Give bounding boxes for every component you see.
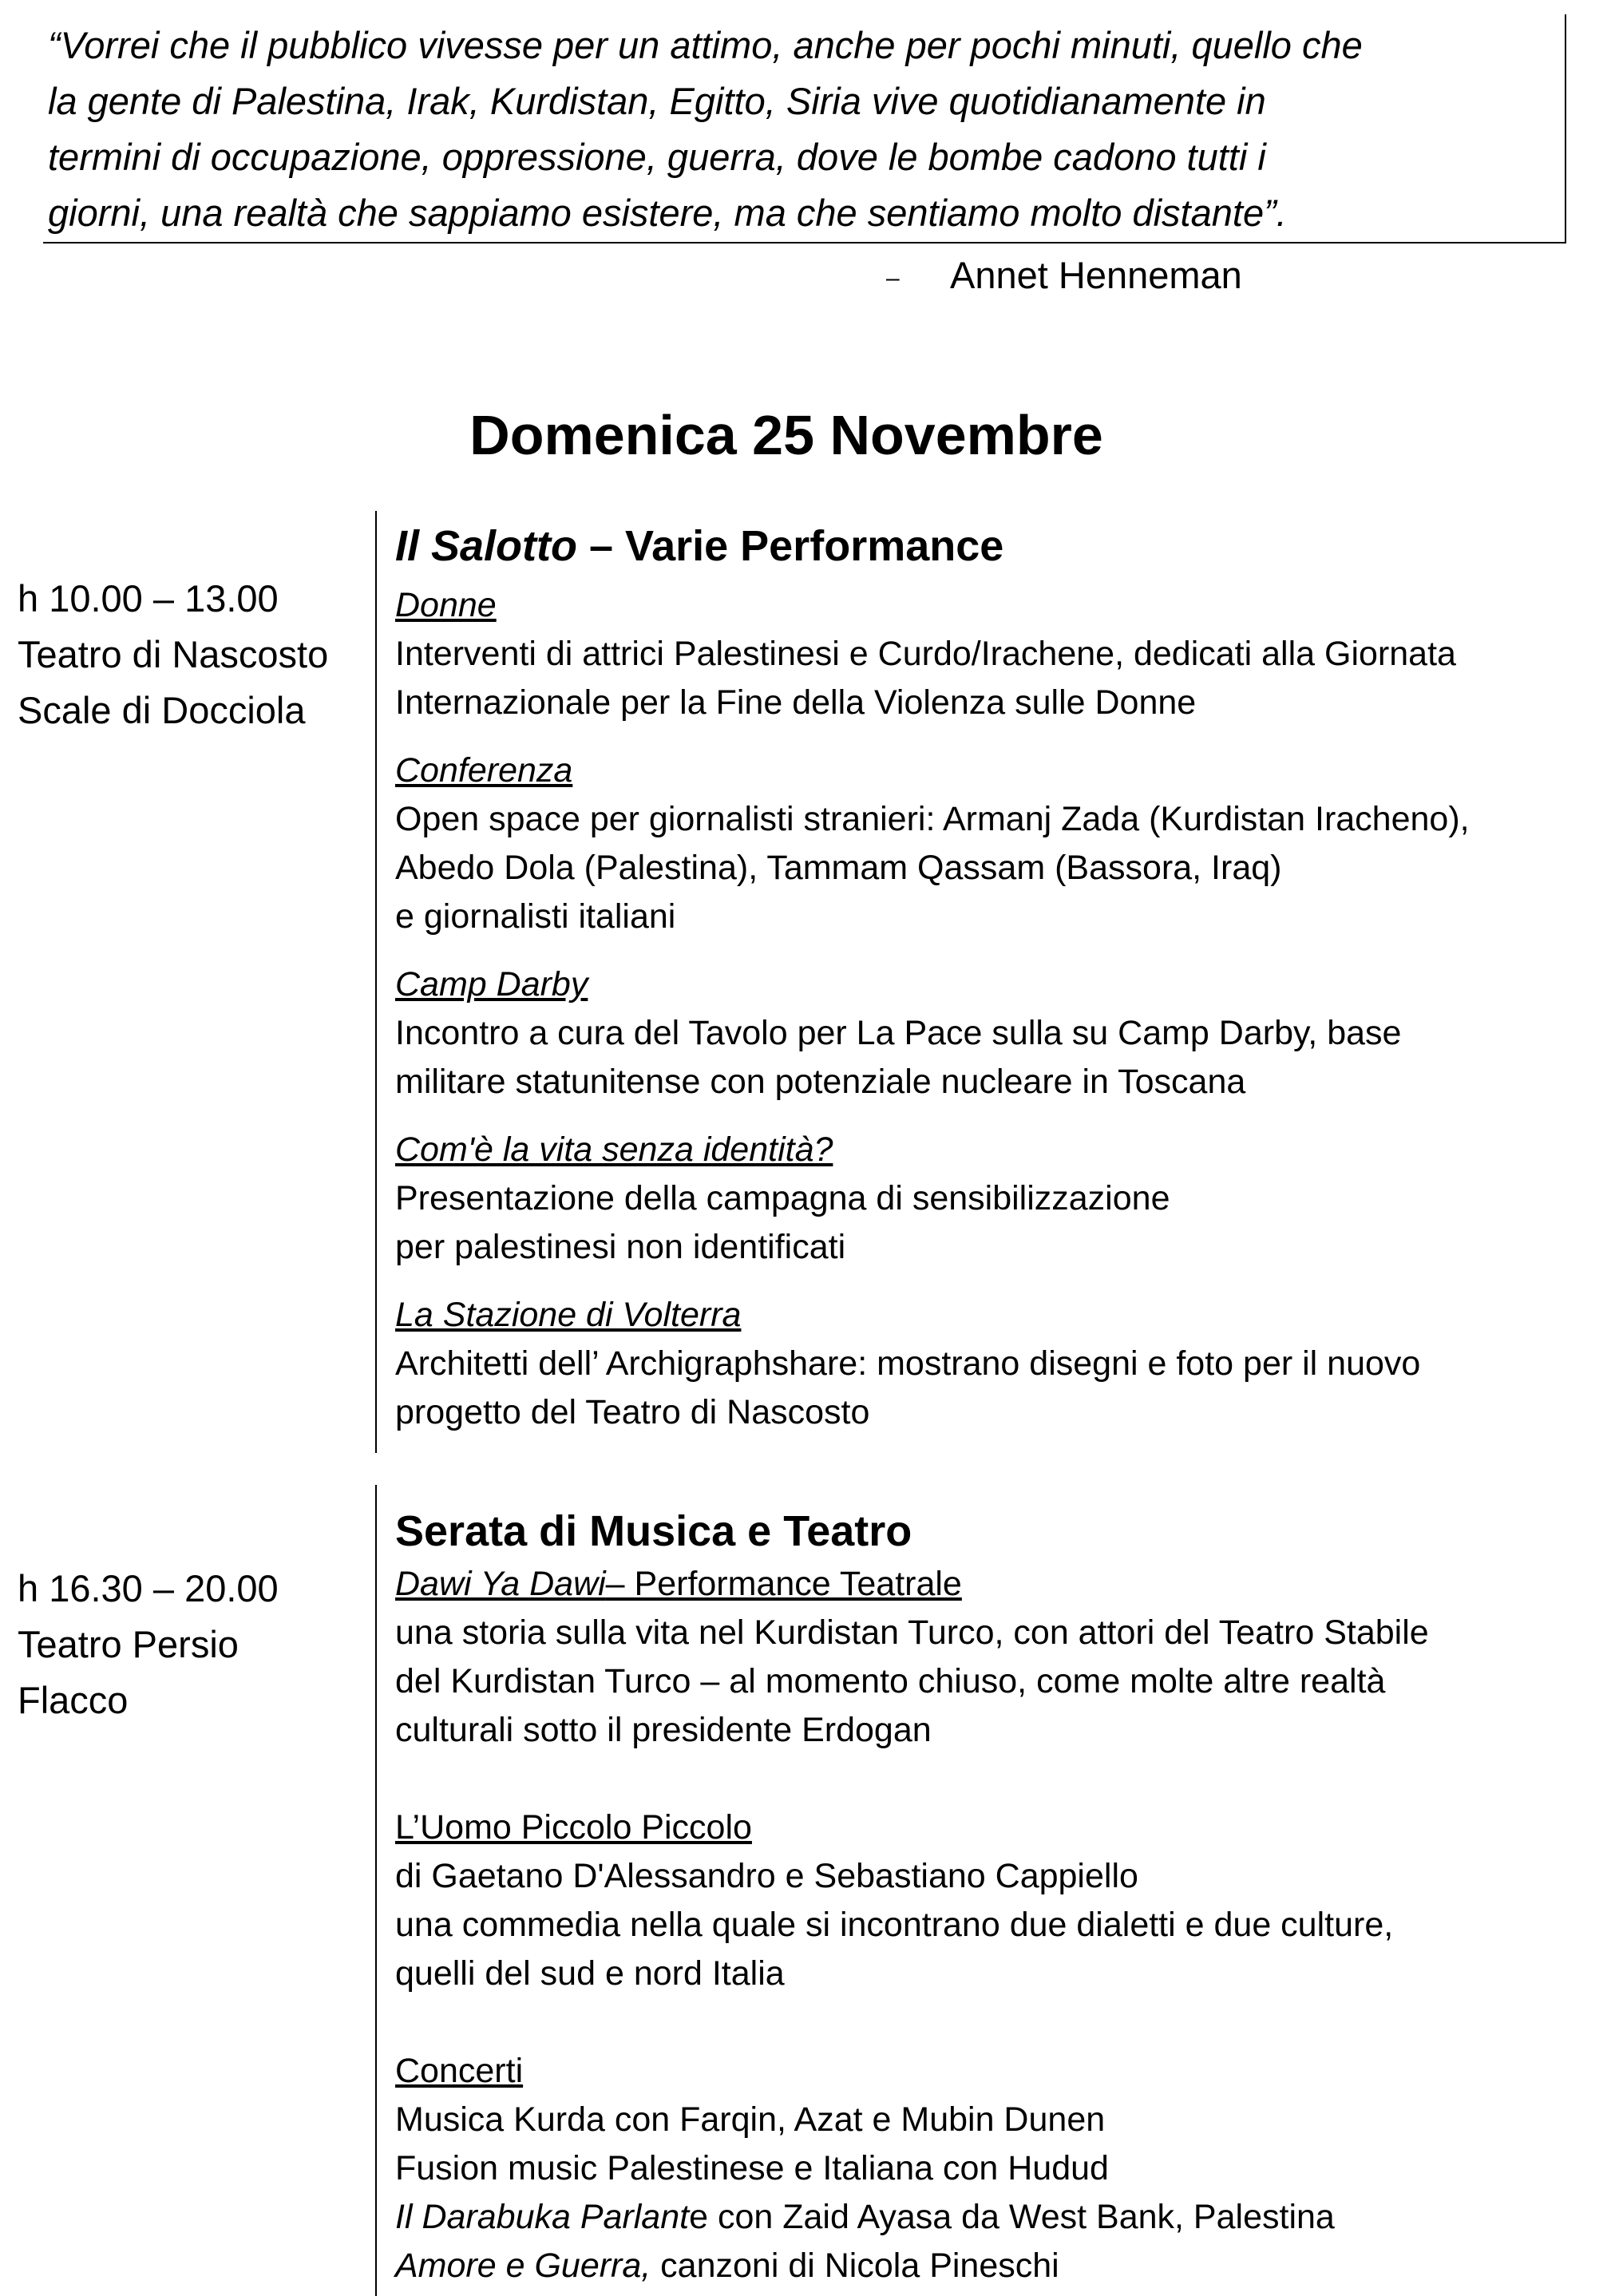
- item-title: Com'è la vita senza identità?: [395, 1130, 833, 1169]
- line-italic: Il Darabuka Parlant: [395, 2198, 690, 2236]
- item-line: Architetti dell’ Archigraphshare: mostrano disegni e foto per il nuovo: [395, 1344, 1421, 1383]
- item-line: progetto del Teatro di Nascosto: [395, 1393, 870, 1431]
- item-line: Musica Kurda con Farqin, Azat e Mubin Dunen: [395, 2100, 1106, 2139]
- block2-place: Flacco: [18, 1679, 129, 1721]
- item-line: una commedia nella quale si incontrano due dialetti e due culture,: [395, 1906, 1394, 1944]
- item-line: Interventi di attrici Palestinesi e Curdo/Irachene, dedicati alla Giornata: [395, 635, 1456, 673]
- author-dash: –: [886, 264, 900, 291]
- item-line: Internazionale per la Fine della Violenza sulle Donne: [395, 683, 1197, 722]
- item-line: Presentazione della campagna di sensibilizzazione: [395, 1179, 1170, 1217]
- program-item: [395, 1126, 1593, 1272]
- block1-time: h 10.00 – 13.00: [18, 577, 279, 620]
- program-item: [395, 746, 1593, 941]
- item-line: del Kurdistan Turco – al momento chiuso, come molte altre realtà: [395, 1662, 1386, 1700]
- item-line: e giornalisti italiani: [395, 897, 676, 936]
- block1-time-place: [18, 571, 328, 738]
- item-line: culturali sotto il presidente Erdogan: [395, 1711, 932, 1749]
- author-name: Annet Henneman: [950, 254, 1242, 296]
- line-rest: e con Zaid Ayasa da West Bank, Palestina: [689, 2198, 1335, 2236]
- block2-program: [395, 1502, 1593, 2290]
- program-item: [395, 1803, 1593, 1998]
- item-title: La Stazione di Volterra: [395, 1296, 742, 1334]
- item-title: Conferenza: [395, 751, 573, 790]
- title-italic: Il Salotto: [395, 522, 577, 570]
- item-line: per palestinesi non identificati: [395, 1228, 846, 1266]
- title-rest: – Varie Performance: [577, 522, 1004, 570]
- block2-place: Teatro Persio: [18, 1623, 239, 1665]
- day-title: Domenica 25 Novembre: [469, 404, 1103, 466]
- item-line: una storia sulla vita nel Kurdistan Turco, con attori del Teatro Stabile: [395, 1613, 1429, 1652]
- item-line: [395, 2193, 1593, 2242]
- item-line: di Gaetano D'Alessandro e Sebastiano Cappiello: [395, 1857, 1138, 1895]
- item-line: Open space per giornalisti stranieri: Armanj Zada (Kurdistan Iracheno),: [395, 800, 1470, 838]
- title-rest: – Performance Teatrale: [605, 1565, 962, 1603]
- item-line: Fusion music Palestinese e Italiana con Hudud: [395, 2149, 1109, 2187]
- block1-place: Teatro di Nascosto: [18, 633, 329, 675]
- item-title: [395, 1560, 1593, 1609]
- line-italic: Amore e Guerra,: [395, 2247, 651, 2285]
- program-item: [395, 1560, 1593, 1755]
- block2-time-place: [18, 1561, 279, 1728]
- line-rest: canzoni di Nicola Pineschi: [651, 2247, 1059, 2285]
- quote-line: la gente di Palestina, Irak, Kurdistan, Egitto, Siria vive quotidianamente in: [48, 80, 1266, 122]
- quote-author: [886, 247, 1242, 307]
- block2-time: h 16.30 – 20.00: [18, 1567, 279, 1609]
- item-title: Concerti: [395, 2052, 524, 2090]
- column-divider: [375, 1485, 377, 2296]
- program-item: [395, 2047, 1593, 2290]
- quote-line: termini di occupazione, oppressione, guerra, dove le bombe cadono tutti i: [48, 136, 1266, 178]
- item-line: Abedo Dola (Palestina), Tammam Qassam (Bassora, Iraq): [395, 849, 1282, 887]
- block1-program: [395, 511, 1593, 1437]
- block2-title: Serata di Musica e Teatro: [395, 1507, 912, 1555]
- column-divider: [375, 511, 377, 1453]
- item-line: Incontro a cura del Tavolo per La Pace sulla su Camp Darby, base: [395, 1014, 1402, 1052]
- item-title: Camp Darby: [395, 965, 588, 1004]
- title-italic: Dawi Ya Dawi: [395, 1565, 606, 1603]
- quote-text: [48, 18, 1557, 241]
- program-item: [395, 581, 1593, 727]
- program-item: [395, 1291, 1593, 1437]
- program-item: [395, 960, 1593, 1106]
- item-title: Donne: [395, 586, 497, 624]
- item-line: quelli del sud e nord Italia: [395, 1954, 785, 1993]
- quote-line: “Vorrei che il pubblico vivesse per un attimo, anche per pochi minuti, quello che: [48, 24, 1363, 66]
- block1-place: Scale di Docciola: [18, 689, 306, 731]
- quote-line: giorni, una realtà che sappiamo esistere, ma che sentiamo molto distante”.: [48, 192, 1287, 234]
- item-line: militare statunitense con potenziale nucleare in Toscana: [395, 1063, 1246, 1101]
- item-line: [395, 2242, 1593, 2290]
- item-title: L’Uomo Piccolo Piccolo: [395, 1808, 752, 1847]
- block1-title: [395, 511, 1593, 581]
